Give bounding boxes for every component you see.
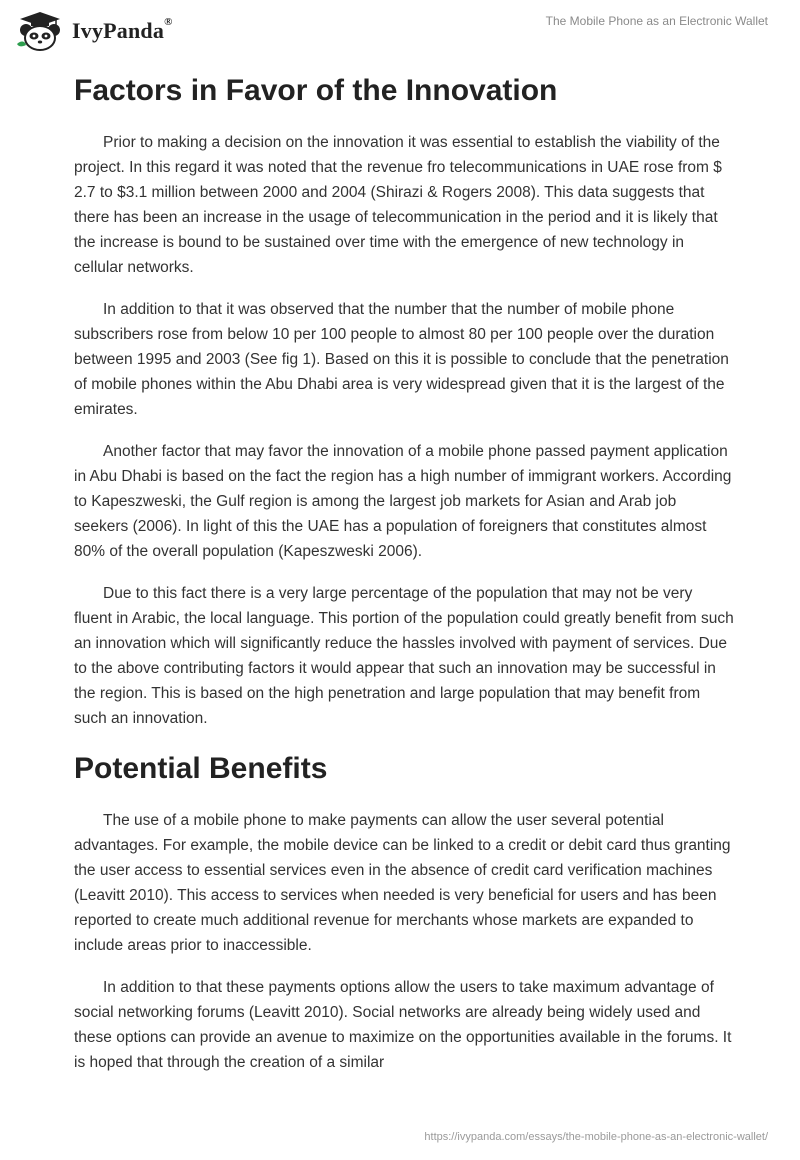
brand-name: IvyPanda® — [72, 16, 173, 43]
section-heading-factors: Factors in Favor of the Innovation — [74, 74, 558, 107]
page-header — [0, 0, 800, 60]
section-heading-benefits: Potential Benefits — [74, 752, 328, 785]
panda-graduate-icon — [14, 10, 66, 52]
paragraph: Due to this fact there is a very large percentage of the population that may not be very fluent in Arabic, the local language. This portion of the population could greatly benefit from such an innovation which will significantly reduce the hassles involved with payment of services. Due to the above contributing factors it would appear that such an innovation may be successful in the region. This is based on the high penetration and large population that may benefit from such an innovation. — [74, 585, 734, 727]
ivypanda-logo[interactable] — [14, 10, 173, 52]
source-url-link[interactable]: https://ivypanda.com/essays/the-mobile-phone-as-an-electronic-wallet/ — [424, 1131, 768, 1143]
document-title: The Mobile Phone as an Electronic Wallet — [545, 14, 768, 28]
paragraph: Another factor that may favor the innovation of a mobile phone passed payment application in Abu Dhabi is based on the fact the region has a high number of immigrant workers. According to Kapeszweski, the Gulf region is among the largest job markets for Asian and Arab job seekers (2006). In light of this the UAE has a population of foreigners that constitutes almost 80% of the overall population (Kapeszweski 2006). — [74, 443, 732, 560]
paragraph: Prior to making a decision on the innovation it was essential to establish the viability of the project. In this regard it was noted that the revenue fro telecommunications in UAE rose from $ 2.7 to $3.1 million between 2000 and 2004 (Shirazi & Rogers 2008). This data suggests that there has been an increase in the usage of telecommunication in the period and it is likely that the increase is bound to be sustained over time with the emergence of new technology in cellular networks. — [74, 134, 722, 276]
paragraph: In addition to that it was observed that the number that the number of mobile phone subscribers rose from below 10 per 100 people to almost 80 per 100 people over the duration between 1995 and 2003 (See fig 1). Based on this it is possible to conclude that the penetration of mobile phones within the Abu Dhabi area is very widespread given that it is the largest of the emirates. — [74, 301, 729, 418]
paragraph: The use of a mobile phone to make payments can allow the user several potential advantages. For example, the mobile device can be linked to a credit or debit card thus granting the user access to essential services even in the absence of credit card verification machines (Leavitt 2010). This access to services when needed is very beneficial for users and has been reported to create much additional revenue for merchants whose markets are expanded to include areas prior to inaccessible. — [74, 812, 731, 954]
paragraph: In addition to that these payments options allow the users to take maximum advantage of social networking forums (Leavitt 2010). Social networks are already being widely used and these options can provide an avenue to maximize on the opportunities available in the forums. It is hoped that through the creation of a similar — [74, 979, 732, 1071]
article-body — [74, 70, 734, 1092]
